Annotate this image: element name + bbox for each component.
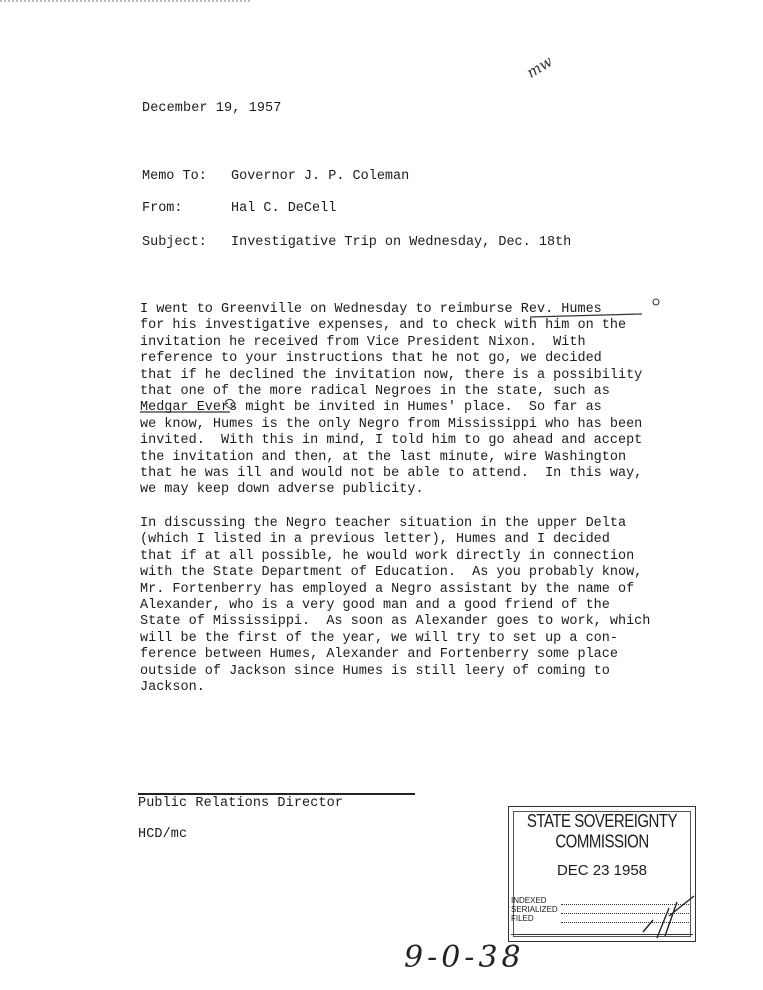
paragraph-line: the invitation and then, at the last minute, wire Washington	[140, 449, 627, 465]
paragraph-line: we may keep down adverse publicity.	[140, 482, 424, 498]
paragraph-line: invited. With this in mind, I told him to go ahead and accept	[140, 433, 643, 449]
paragraph-line: Jackson.	[140, 680, 205, 696]
paragraph-line: (which I listed in a previous letter), Humes and I decided	[140, 532, 610, 548]
stamp-title: STATE SOVEREIGNTY COMMISSION	[526, 811, 678, 853]
stamp-date: DEC 23 1958	[556, 862, 648, 879]
paragraph-line: reference to your instructions that he not go, we decided	[140, 351, 602, 367]
paragraph-line: State of Mississippi. As soon as Alexander goes to work, which	[140, 614, 651, 630]
paragraph-line: ference between Humes, Alexander and Fortenberry some place	[140, 647, 618, 663]
top-dotted-edge	[0, 0, 250, 4]
paragraph-line: Mr. Fortenberry has employed a Negro assistant by the name of	[140, 581, 635, 597]
commission-received-stamp	[508, 806, 696, 942]
handwritten-initials: mw	[523, 52, 556, 82]
memo-subject-label: Subject:	[142, 235, 207, 250]
paragraph-line: outside of Jackson since Humes is still leery of coming to	[140, 663, 610, 679]
memo-subject-value: Investigative Trip on Wednesday, Dec. 18th	[231, 235, 572, 250]
signature-title: Public Relations Director	[138, 796, 344, 811]
paragraph-line: that one of the more radical Negroes in the state, such as	[140, 384, 610, 400]
paragraph-line: Alexander, who is a very good man and a good friend of the	[140, 598, 610, 614]
handwritten-underline-humes	[490, 296, 670, 326]
memo-from-label: From:	[142, 201, 183, 216]
paragraph-line: I went to Greenville on Wednesday to reimburse Rev. Humes	[140, 302, 602, 317]
paragraph-line: for his investigative expenses, and to check with him on the	[140, 318, 627, 334]
paragraph-line: with the State Department of Education. As you probably know,	[140, 565, 643, 581]
handwritten-file-number: 9-0-38	[404, 940, 525, 975]
stamp-field-serialized: SERIALIZED	[511, 905, 558, 914]
typist-initials: HCD/mc	[138, 827, 188, 842]
handwritten-underline-evers	[130, 392, 270, 422]
memo-date: December 19, 1957	[142, 101, 282, 116]
handwritten-check-mark	[639, 892, 695, 940]
paragraph-line: In discussing the Negro teacher situation in the upper Delta	[140, 516, 627, 531]
stamp-field-indexed: INDEXED	[511, 896, 547, 905]
paragraph-line: will be the first of the year, we will try to set up a con-	[140, 630, 618, 646]
paragraph-line: Medgar Evers might be invited in Humes' place. So far as	[140, 400, 602, 416]
paragraph-line: that if at all possible, he would work directly in connection	[140, 548, 635, 564]
paragraph-line: invitation he received from Vice President Nixon. With	[140, 334, 586, 350]
body-paragraph-2	[140, 516, 710, 696]
memo-to-label: Memo To:	[142, 169, 207, 184]
memo-to-value: Governor J. P. Coleman	[231, 169, 410, 184]
signature-rule	[138, 793, 415, 795]
paragraph-line: we know, Humes is the only Negro from Mississippi who has been	[140, 416, 643, 432]
memo-from-value: Hal C. DeCell	[231, 201, 337, 216]
paragraph-line: that he was ill and would not be able to attend. In this way,	[140, 466, 643, 482]
stamp-field-filed: FILED	[511, 914, 534, 923]
paragraph-line: that if he declined the invitation now, there is a possibility	[140, 367, 643, 383]
